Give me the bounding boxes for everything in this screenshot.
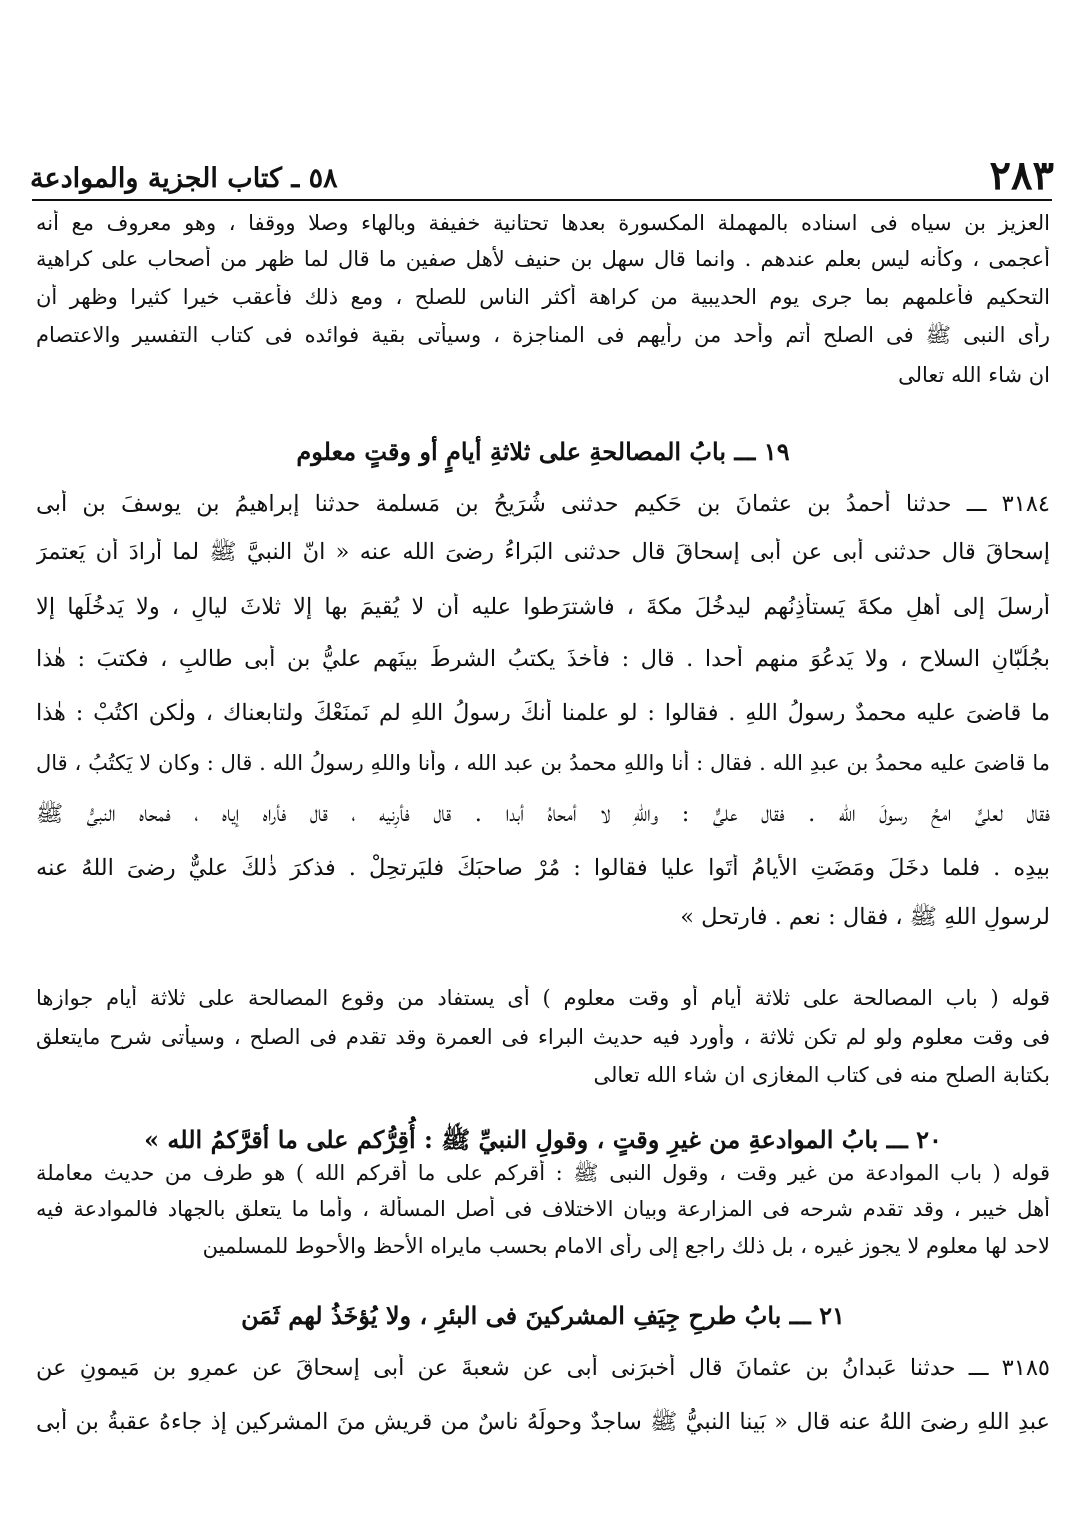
commentary-line: بكتابة الصلح منه فى كتاب المغازى ان شاء الله تعالى [593, 1063, 1050, 1087]
hadith-line: إسحاقَ قال حدثنى أبى عن أبى إسحاقَ قال حدثنى البَراءُ رضىَ الله عنه « انّ النبيَّ ﷺ لما أرادَ أن يَعتمرَ [36, 539, 1050, 565]
commentary-line: العزيز بن سياه فى اسناده بالمهملة المكسورة بعدها تحتانية خفيفة وبالهاء وصلا ووقفا ، وهو معروف مع أنه [36, 211, 1050, 235]
hadith-line: ما قاضىَ عليه محمدُ بن عبدِ الله . فقال : أنا واللهِ محمدُ بن عبد الله ، وأنا واللهِ رسولُ الله . قال : وكان لا يَكتُبُ ، قال [36, 751, 1050, 775]
chapter-heading: ٢١ ـــ بابُ طرحِ جِيَفِ المشركينَ فى البئرِ ، ولا يُؤخَذُ لهم ثَمَن [241, 1301, 845, 1330]
commentary-line: فى وقت معلوم ولو لم تكن ثلاثة ، وأورد فيه حديث البراء فى العمرة وقد تقدم فى الصلح ، وسيأتى شرح مايتعلق [36, 1025, 1050, 1049]
commentary-line: قوله ( باب الموادعة من غير وقت ، وقول النبى ﷺ : أقركم على ما أقركم الله ) هو طرف من حديث معاملة [36, 1161, 1050, 1185]
chapter-heading: ١٩ ـــ بابُ المصالحةِ على ثلاثةِ أيامٍ أو وقتٍ معلوم [296, 437, 790, 466]
commentary-line: رأى النبى ﷺ فى الصلح أتم وأحد من رأيهم فى المناجزة ، وسيأتى بقية فوائده فى كتاب التفسير والاعتصام [36, 323, 1050, 347]
hadith-line: فقال لعليٍّ امحُ رسولَ الله . فقال عليٌّ : واللهِ لا أمحاهُ أبدا . قال فأرِنيه ، قال فأراه إياه ، فمحاه النبيُّ ﷺ [36, 801, 1050, 827]
commentary-line: التحكيم فأعلمهم بما جرى يوم الحديبية من كراهة أكثر الناس للصلح ، ومع ذلك فأعقب خيرا كثيرا وظهر أن [36, 285, 1050, 309]
hadith-line: أرسلَ إلى أهلِ مكةَ يَستأذِنُهم ليدخُلَ مكةَ ، فاشترَطوا عليه أن لا يُقيمَ بها إلا ثلاثَ ليالٍ ، ولا يَدخُلَها إلا [36, 594, 1050, 620]
header-rule [32, 199, 1052, 201]
hadith-line: عبدِ اللهِ رضىَ اللهُ عنه قال « بَينا النبيُّ ﷺ ساجدٌ وحولَهُ ناسٌ من قريشٍ منَ المشركين إذ جاءهُ عقبةُ بن أبى [36, 1409, 1050, 1435]
hadith-line: ما قاضىَ عليه محمدٌ رسولُ اللهِ . فقالوا : لو علمنا أنكَ رسولُ اللهِ لم نَمنَعْكَ ولتابعناك ، ولٰكنِ اكتُبْ : هٰذا [36, 700, 1050, 726]
commentary-line: لاحد لها معلوم لا يجوز غيره ، بل ذلك راجع إلى رأى الامام بحسب مايراه الأحظ والأحوط للمسلمين [202, 1234, 1050, 1258]
commentary-line: أهل خيبر ، وقد تقدم شرحه فى المزارعة وبيان الاختلاف فى أصل المسألة ، وأما ما يتعلق بالجهاد فالموادعة فيه [36, 1197, 1050, 1221]
hadith-line: بجُلُبّانِ السلاح ، ولا يَدعُوَ منهم أحدا . قال : فأخذَ يكتبُ الشرطَ بينَهم عليُّ بن أبى طالبٍ ، فكتبَ : هٰذا [36, 646, 1050, 672]
page-header [30, 136, 1054, 199]
commentary-line: أعجمى ، وكأنه ليس بعلم عندهم . وانما قال سهل بن حنيف لأهل صفين ما قال لما ظهر من أصحاب على كراهية [36, 247, 1050, 271]
hadith-line: بيدِه . فلما دخَلَ ومَضَتِ الأيامُ أتَوا عليا فقالوا : مُرْ صاحبَكَ فليَرتحِلْ . فذكرَ ذٰلكَ عليٌّ رضىَ اللهُ عنه [36, 855, 1050, 881]
commentary-line: ان شاء الله تعالى [898, 363, 1050, 387]
hadith-line: لرسولِ اللهِ ﷺ ، فقال : نعم . فارتحل » [680, 904, 1050, 930]
running-title: ٥٨ ـ كتاب الجزية والموادعة [30, 163, 338, 194]
commentary-line: قوله ( باب المصالحة على ثلاثة أيام أو وقت معلوم ) أى يستفاد من وقوع المصالحة على ثلاثة أيام جوازها [36, 986, 1050, 1010]
page-number: ٢٨٣ [989, 152, 1054, 199]
chapter-heading: ٢٠ ـــ بابُ الموادعةِ من غيرِ وقتٍ ، وقولِ النبيِّ ﷺ : أُقِرُّكم على ما أقرَّكمُ الله » [144, 1125, 942, 1154]
hadith-line: ٣١٨٤ ـــ حدثنا أحمدُ بن عثمانَ بنِ حَكيم حدثنى شُرَيحُ بن مَسلمة حدثنا إبراهيمُ بن يوسفَ بن أبى [36, 491, 1050, 517]
hadith-line: ٣١٨٥ ـــ حدثنا عَبدانُ بن عثمانَ قال أخبرَنى أبى عن شعبةَ عن أبى إسحاقَ عن عمرِو بنِ مَيمونٍ عن [36, 1355, 1050, 1381]
